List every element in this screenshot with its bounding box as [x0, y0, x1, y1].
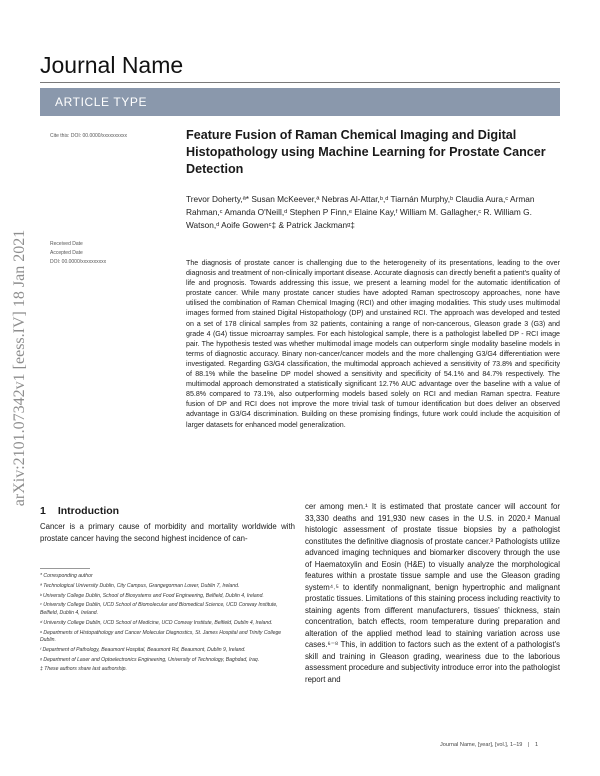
footnote: ᵉ Departments of Histopathology and Cancer Molecular Diagnostics, St. James Hospital and Trinity College Dublin.	[40, 629, 282, 644]
header-rule	[40, 82, 560, 83]
intro-text-right-column: cer among men.¹ It is estimated that prostate cancer will account for 33,330 deaths and 191,930 new cases in the U.S. in 2020.² Manual histologic assessment of prostate tissue biopsies by a pathologist constitutes the definitive diagnosis of prostate cancer.³ Pathologists utilize advanced imaging techniques and biomarker discovery through the use of Haematoxylin and Eosin (H&E) to visually analyze the morphological features within a prostate tissue sample and use the Gleason grading system⁴˒⁵ to identify nonmalignant, benign hypertrophic and malignant prostatic tissues. Limitations of this staining process including reactivity to staining agents from different manufacturers, tissues' thickness, stain concentration, batch effects, room temperature during preparation and alteration of the applied method lead to staining variation across use cases.⁶⁻⁸ This, in addition to factors such as the extent of a pathologist's skill and training in Gleason grading, weariness due to the laborious assessment procedure and subjectivity introduce error into the pathologist report and	[305, 502, 560, 684]
footer-pages: 1–19	[509, 742, 523, 748]
article-type-bar	[40, 88, 560, 116]
dates-block	[50, 240, 106, 267]
footer-separator: |	[527, 742, 530, 748]
cite-line: Cite this: DOI: 00.0000/xxxxxxxxxx	[50, 133, 127, 139]
footer-journal: Journal Name, [year], [vol.],	[440, 742, 509, 748]
footer-page-number: 1	[535, 742, 539, 748]
footnote-rule	[40, 568, 90, 569]
footnote: ᶜ University College Dublin, UCD School of Biomolecular and Biomedical Science, UCD Conway Institute, Belfield, Dublin 4, Ireland.	[40, 602, 278, 616]
journal-name: Journal Name	[40, 52, 184, 78]
intro-text-left-column: Cancer is a primary cause of morbidity and mortality worldwide with prostate cancer having the second highest incidence of can-	[40, 522, 295, 543]
footnote: * Corresponding author	[40, 573, 93, 579]
footnote: ª Technological University Dublin, City Campus, Grangegorman Lower, Dublin 7, Ireland.	[40, 582, 240, 589]
author-list: Trevor Doherty,ª* Susan McKeever,ª Nebras Al-Attar,ᵇ,ᵈ Tiarnán Murphy,ᵇ Claudia Aura,ᶜ Arman Rahman,ᶜ Amanda O'Neill,ᵈ Stephen P Finn,ᵉ Elaine Kay,ᶠ William M. Gallagher,ᶜ R. William G. Watson,ᵈ Aoife Gowenᶜ‡ & Patrick Jackmanᵍ‡	[186, 194, 535, 231]
arxiv-id: arXiv:2101.07342v1 [eess.IV] 18 Jan 2021	[11, 229, 28, 507]
accepted-date: Accepted Date	[50, 250, 83, 256]
arxiv-sidebar	[0, 158, 40, 578]
doi-line: DOI: 00.0000/xxxxxxxxxx	[50, 259, 107, 265]
footnote: ᵍ Department of Laser and Optoelectronics Engineering, University of Technology, Baghdad, Iraq.	[40, 656, 260, 663]
section-number: 1	[40, 505, 46, 517]
footnote: ᵇ University College Dublin, School of Biosystems and Food Engineering, Belfield, Dublin 4, Ireland.	[40, 592, 264, 599]
footnote: ᵈ University College Dublin, UCD School of Medicine, UCD Conway Institute, Belfield, Dublin 4, Ireland.	[40, 619, 273, 626]
affiliation-footnotes	[40, 573, 295, 676]
section-title: Introduction	[57, 505, 120, 517]
abstract: The diagnosis of prostate cancer is challenging due to the heterogeneity of its presentations, leading to the over diagnosis and treatment of non-clinically important disease. Accurate diagnosis can directly benefit a patient's quality of life and prognosis. Towards addressing this issue, we present a learning model for the automatic identification of prostate cancer. While many prostate cancer studies have adopted Raman spectroscopy approaches, none have utilised the combination of Raman Chemical Imaging (RCI) and other imaging modalities. This study uses multimodal images formed from stained Digital Histopathology (DP) and unstained RCI. The approach was developed and tested on a set of 178 clinical samples from 32 patients, containing a range of non-cancerous, Gleason grade 3 (G3) and grade 4 (G4) tissue microarray samples. For each histological sample, there is a pathologist labelled DP - RCI image pair. The hypothesis tested was whether multimodal image models can outperform single modality baseline models in terms of diagnostic accuracy. Binary non-cancer/cancer models and the more challenging G3/G4 differentiation were investigated. Regarding G3/G4 classification, the multimodal approach achieved a sensitivity of 73.8% and specificity of 88.1% while the baseline DP model showed a sensitivity and specificity of 54.1% and 84.7% respectively. The multimodal approach demonstrated a statistically significant 12.7% AUC advantage over the baseline with a value of 85.8% compared to 73.1%, also outperforming models based solely on RCI and median Raman spectra. Feature fusion of DP and RCI does not improve the more trivial task of tumour identification but does deliver an observed advantage in G3/G4 discrimination. Building on these promising findings, future work could include the acquisition of larger datasets for enhanced model generalization.	[186, 259, 560, 429]
received-date: Received Date	[50, 241, 83, 247]
section-heading-introduction	[40, 505, 119, 517]
footnote: ᶠ Department of Pathology, Beaumont Hospital, Beaumont Rd, Beaumont, Dublin 9, Ireland.	[40, 646, 246, 653]
paper-title: Feature Fusion of Raman Chemical Imaging and Digital Histopathology using Machine Learning for Prostate Cancer Detection	[186, 128, 546, 176]
page-footer	[440, 742, 538, 748]
footnote: ‡ These authors share last authorship.	[40, 666, 127, 673]
article-type-label: ARTICLE TYPE	[55, 95, 148, 109]
